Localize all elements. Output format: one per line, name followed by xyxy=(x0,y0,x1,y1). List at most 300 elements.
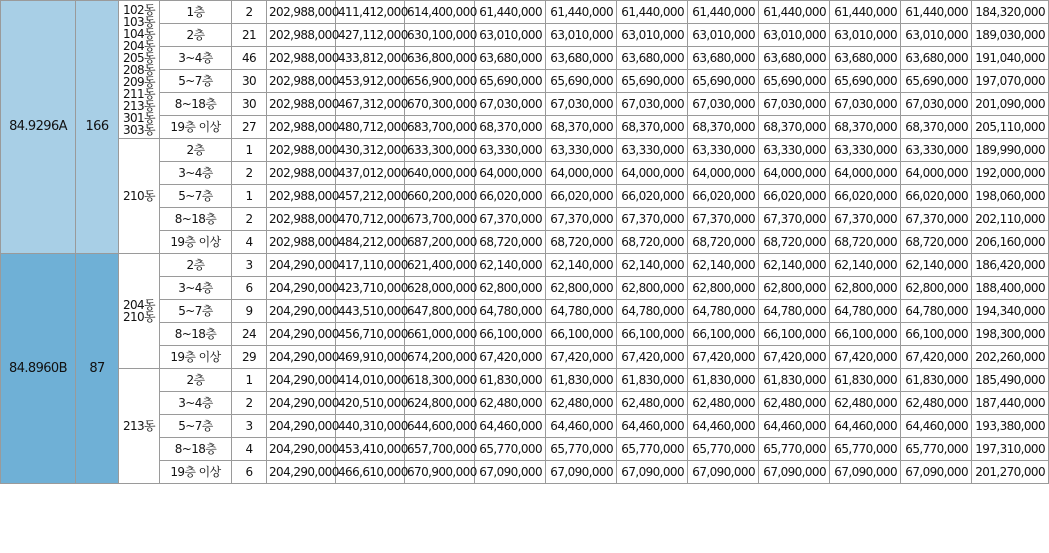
building-name: 213동 xyxy=(122,419,156,433)
amount-cell-p7: 67,030,000 xyxy=(901,93,972,116)
amount-cell-p1: 63,680,000 xyxy=(475,47,546,70)
count-cell: 6 xyxy=(232,461,267,484)
floor-cell: 3~4층 xyxy=(160,47,232,70)
amount-cell-building: 427,112,000 xyxy=(336,24,405,47)
amount-cell-total: 660,200,000 xyxy=(405,185,475,208)
amount-cell-land: 202,988,000 xyxy=(267,185,336,208)
count-cell: 1 xyxy=(232,185,267,208)
amount-cell-land: 204,290,000 xyxy=(267,254,336,277)
table-row xyxy=(1,1,1049,24)
amount-cell-total: 661,000,000 xyxy=(405,323,475,346)
amount-cell-p5: 64,780,000 xyxy=(759,300,830,323)
amount-cell-p6: 63,330,000 xyxy=(830,139,901,162)
count-cell: 2 xyxy=(232,392,267,415)
amount-cell-land: 202,988,000 xyxy=(267,93,336,116)
amount-cell-p3: 67,370,000 xyxy=(617,208,688,231)
building-name: 210동 xyxy=(122,189,156,203)
amount-cell-p6: 67,090,000 xyxy=(830,461,901,484)
building-cell xyxy=(119,369,160,484)
amount-cell-total: 630,100,000 xyxy=(405,24,475,47)
unit-type-cell: 84.9296A xyxy=(1,1,76,254)
amount-cell-balance: 188,400,000 xyxy=(972,277,1049,300)
floor-cell: 8~18층 xyxy=(160,93,232,116)
count-cell: 27 xyxy=(232,116,267,139)
amount-cell-p5: 65,690,000 xyxy=(759,70,830,93)
amount-cell-p1: 66,100,000 xyxy=(475,323,546,346)
amount-cell-p3: 66,100,000 xyxy=(617,323,688,346)
amount-cell-balance: 185,490,000 xyxy=(972,369,1049,392)
amount-cell-total: 657,700,000 xyxy=(405,438,475,461)
amount-cell-p4: 63,330,000 xyxy=(688,139,759,162)
amount-cell-p4: 67,420,000 xyxy=(688,346,759,369)
amount-cell-total: 633,300,000 xyxy=(405,139,475,162)
amount-cell-p5: 68,720,000 xyxy=(759,231,830,254)
amount-cell-p3: 65,690,000 xyxy=(617,70,688,93)
building-name: 301동 xyxy=(122,110,156,125)
amount-cell-p6: 63,010,000 xyxy=(830,24,901,47)
amount-cell-building: 414,010,000 xyxy=(336,369,405,392)
amount-cell-total: 640,000,000 xyxy=(405,162,475,185)
amount-cell-p4: 61,440,000 xyxy=(688,1,759,24)
count-cell: 24 xyxy=(232,323,267,346)
floor-cell: 8~18층 xyxy=(160,323,232,346)
amount-cell-land: 204,290,000 xyxy=(267,438,336,461)
building-name: 208동 xyxy=(122,62,156,77)
amount-cell-building: 466,610,000 xyxy=(336,461,405,484)
amount-cell-land: 204,290,000 xyxy=(267,346,336,369)
floor-cell: 8~18층 xyxy=(160,208,232,231)
table-row xyxy=(1,369,1049,392)
amount-cell-p3: 63,330,000 xyxy=(617,139,688,162)
amount-cell-p7: 68,370,000 xyxy=(901,116,972,139)
amount-cell-p6: 65,770,000 xyxy=(830,438,901,461)
amount-cell-building: 469,910,000 xyxy=(336,346,405,369)
count-cell: 21 xyxy=(232,24,267,47)
amount-cell-p3: 63,680,000 xyxy=(617,47,688,70)
amount-cell-p7: 62,480,000 xyxy=(901,392,972,415)
amount-cell-land: 204,290,000 xyxy=(267,323,336,346)
amount-cell-p4: 67,030,000 xyxy=(688,93,759,116)
amount-cell-balance: 187,440,000 xyxy=(972,392,1049,415)
amount-cell-total: 614,400,000 xyxy=(405,1,475,24)
amount-cell-p1: 67,420,000 xyxy=(475,346,546,369)
amount-cell-balance: 201,270,000 xyxy=(972,461,1049,484)
amount-cell-p7: 62,140,000 xyxy=(901,254,972,277)
amount-cell-land: 204,290,000 xyxy=(267,415,336,438)
count-cell: 4 xyxy=(232,438,267,461)
amount-cell-land: 202,988,000 xyxy=(267,231,336,254)
amount-cell-building: 457,212,000 xyxy=(336,185,405,208)
amount-cell-building: 430,312,000 xyxy=(336,139,405,162)
amount-cell-total: 687,200,000 xyxy=(405,231,475,254)
amount-cell-p2: 61,830,000 xyxy=(546,369,617,392)
amount-cell-p1: 67,090,000 xyxy=(475,461,546,484)
amount-cell-building: 440,310,000 xyxy=(336,415,405,438)
amount-cell-land: 204,290,000 xyxy=(267,277,336,300)
amount-cell-p6: 67,030,000 xyxy=(830,93,901,116)
amount-cell-p1: 68,720,000 xyxy=(475,231,546,254)
amount-cell-land: 204,290,000 xyxy=(267,300,336,323)
amount-cell-balance: 202,260,000 xyxy=(972,346,1049,369)
amount-cell-total: 644,600,000 xyxy=(405,415,475,438)
amount-cell-p5: 62,480,000 xyxy=(759,392,830,415)
count-cell: 3 xyxy=(232,254,267,277)
building-cell xyxy=(119,139,160,254)
amount-cell-p1: 63,330,000 xyxy=(475,139,546,162)
amount-cell-p4: 61,830,000 xyxy=(688,369,759,392)
amount-cell-p1: 62,480,000 xyxy=(475,392,546,415)
amount-cell-p4: 68,720,000 xyxy=(688,231,759,254)
amount-cell-p2: 67,370,000 xyxy=(546,208,617,231)
amount-cell-p7: 64,780,000 xyxy=(901,300,972,323)
count-cell: 30 xyxy=(232,70,267,93)
amount-cell-total: 683,700,000 xyxy=(405,116,475,139)
amount-cell-p7: 62,800,000 xyxy=(901,277,972,300)
amount-cell-p3: 64,780,000 xyxy=(617,300,688,323)
amount-cell-p5: 64,460,000 xyxy=(759,415,830,438)
amount-cell-p6: 66,020,000 xyxy=(830,185,901,208)
amount-cell-building: 411,412,000 xyxy=(336,1,405,24)
amount-cell-p7: 63,330,000 xyxy=(901,139,972,162)
amount-cell-p5: 66,020,000 xyxy=(759,185,830,208)
amount-cell-land: 204,290,000 xyxy=(267,369,336,392)
amount-cell-p6: 64,460,000 xyxy=(830,415,901,438)
amount-cell-p1: 64,780,000 xyxy=(475,300,546,323)
amount-cell-p5: 67,420,000 xyxy=(759,346,830,369)
amount-cell-building: 433,812,000 xyxy=(336,47,405,70)
amount-cell-p3: 62,480,000 xyxy=(617,392,688,415)
amount-cell-building: 420,510,000 xyxy=(336,392,405,415)
amount-cell-p7: 68,720,000 xyxy=(901,231,972,254)
amount-cell-p5: 62,140,000 xyxy=(759,254,830,277)
amount-cell-p6: 61,830,000 xyxy=(830,369,901,392)
amount-cell-p4: 65,690,000 xyxy=(688,70,759,93)
amount-cell-land: 202,988,000 xyxy=(267,139,336,162)
amount-cell-p7: 64,000,000 xyxy=(901,162,972,185)
building-name: 209동 xyxy=(122,74,156,89)
amount-cell-balance: 201,090,000 xyxy=(972,93,1049,116)
amount-cell-p3: 67,420,000 xyxy=(617,346,688,369)
amount-cell-total: 624,800,000 xyxy=(405,392,475,415)
amount-cell-p5: 63,330,000 xyxy=(759,139,830,162)
floor-cell: 5~7층 xyxy=(160,300,232,323)
amount-cell-land: 202,988,000 xyxy=(267,24,336,47)
amount-cell-p3: 61,440,000 xyxy=(617,1,688,24)
amount-cell-p3: 66,020,000 xyxy=(617,185,688,208)
amount-cell-p2: 65,690,000 xyxy=(546,70,617,93)
amount-cell-p3: 68,370,000 xyxy=(617,116,688,139)
amount-cell-p2: 68,370,000 xyxy=(546,116,617,139)
floor-cell: 3~4층 xyxy=(160,392,232,415)
amount-cell-p1: 65,770,000 xyxy=(475,438,546,461)
amount-cell-p7: 66,020,000 xyxy=(901,185,972,208)
amount-cell-p4: 63,010,000 xyxy=(688,24,759,47)
amount-cell-p6: 65,690,000 xyxy=(830,70,901,93)
amount-cell-p4: 62,800,000 xyxy=(688,277,759,300)
amount-cell-p6: 61,440,000 xyxy=(830,1,901,24)
amount-cell-p5: 67,090,000 xyxy=(759,461,830,484)
amount-cell-p2: 64,780,000 xyxy=(546,300,617,323)
amount-cell-p2: 68,720,000 xyxy=(546,231,617,254)
amount-cell-p1: 63,010,000 xyxy=(475,24,546,47)
amount-cell-p6: 64,780,000 xyxy=(830,300,901,323)
amount-cell-p1: 65,690,000 xyxy=(475,70,546,93)
count-cell: 3 xyxy=(232,415,267,438)
amount-cell-balance: 189,030,000 xyxy=(972,24,1049,47)
amount-cell-p2: 66,020,000 xyxy=(546,185,617,208)
amount-cell-land: 202,988,000 xyxy=(267,70,336,93)
amount-cell-balance: 206,160,000 xyxy=(972,231,1049,254)
amount-cell-p1: 66,020,000 xyxy=(475,185,546,208)
amount-cell-p4: 68,370,000 xyxy=(688,116,759,139)
building-name: 103동 xyxy=(122,14,156,29)
floor-cell: 3~4층 xyxy=(160,162,232,185)
amount-cell-p3: 61,830,000 xyxy=(617,369,688,392)
amount-cell-total: 670,300,000 xyxy=(405,93,475,116)
count-cell: 2 xyxy=(232,1,267,24)
amount-cell-p3: 68,720,000 xyxy=(617,231,688,254)
amount-cell-balance: 194,340,000 xyxy=(972,300,1049,323)
unit-count-cell: 166 xyxy=(76,1,119,254)
table-row xyxy=(1,254,1049,277)
building-cell xyxy=(119,254,160,369)
amount-cell-balance: 192,000,000 xyxy=(972,162,1049,185)
amount-cell-p5: 65,770,000 xyxy=(759,438,830,461)
amount-cell-building: 443,510,000 xyxy=(336,300,405,323)
floor-cell: 5~7층 xyxy=(160,415,232,438)
amount-cell-p1: 67,030,000 xyxy=(475,93,546,116)
amount-cell-p3: 62,800,000 xyxy=(617,277,688,300)
amount-cell-p2: 63,330,000 xyxy=(546,139,617,162)
amount-cell-p7: 65,770,000 xyxy=(901,438,972,461)
count-cell: 46 xyxy=(232,47,267,70)
amount-cell-p7: 64,460,000 xyxy=(901,415,972,438)
amount-cell-p2: 62,480,000 xyxy=(546,392,617,415)
amount-cell-p1: 67,370,000 xyxy=(475,208,546,231)
count-cell: 9 xyxy=(232,300,267,323)
floor-cell: 2층 xyxy=(160,369,232,392)
count-cell: 29 xyxy=(232,346,267,369)
amount-cell-total: 621,400,000 xyxy=(405,254,475,277)
amount-cell-p3: 67,030,000 xyxy=(617,93,688,116)
amount-cell-p3: 67,090,000 xyxy=(617,461,688,484)
floor-cell: 5~7층 xyxy=(160,185,232,208)
amount-cell-p5: 61,440,000 xyxy=(759,1,830,24)
amount-cell-p3: 64,000,000 xyxy=(617,162,688,185)
amount-cell-p6: 67,420,000 xyxy=(830,346,901,369)
amount-cell-p4: 67,370,000 xyxy=(688,208,759,231)
count-cell: 1 xyxy=(232,369,267,392)
floor-cell: 19층 이상 xyxy=(160,231,232,254)
building-name: 102동 xyxy=(122,2,156,17)
building-cell xyxy=(119,1,160,139)
amount-cell-balance: 198,060,000 xyxy=(972,185,1049,208)
amount-cell-balance: 198,300,000 xyxy=(972,323,1049,346)
amount-cell-p6: 67,370,000 xyxy=(830,208,901,231)
floor-cell: 1층 xyxy=(160,1,232,24)
building-name: 205동 xyxy=(122,50,156,65)
amount-cell-balance: 202,110,000 xyxy=(972,208,1049,231)
amount-cell-p7: 61,830,000 xyxy=(901,369,972,392)
building-name: 303동 xyxy=(122,122,156,137)
amount-cell-p3: 62,140,000 xyxy=(617,254,688,277)
count-cell: 1 xyxy=(232,139,267,162)
amount-cell-land: 204,290,000 xyxy=(267,392,336,415)
amount-cell-p7: 66,100,000 xyxy=(901,323,972,346)
amount-cell-total: 674,200,000 xyxy=(405,346,475,369)
amount-cell-p4: 63,680,000 xyxy=(688,47,759,70)
building-name: 211동 xyxy=(122,86,156,101)
amount-cell-p4: 62,480,000 xyxy=(688,392,759,415)
floor-cell: 2층 xyxy=(160,24,232,47)
amount-cell-total: 656,900,000 xyxy=(405,70,475,93)
amount-cell-building: 470,712,000 xyxy=(336,208,405,231)
amount-cell-p4: 66,020,000 xyxy=(688,185,759,208)
amount-cell-balance: 197,070,000 xyxy=(972,70,1049,93)
amount-cell-total: 673,700,000 xyxy=(405,208,475,231)
amount-cell-p4: 66,100,000 xyxy=(688,323,759,346)
amount-cell-total: 636,800,000 xyxy=(405,47,475,70)
floor-cell: 3~4층 xyxy=(160,277,232,300)
amount-cell-total: 647,800,000 xyxy=(405,300,475,323)
amount-cell-p7: 67,420,000 xyxy=(901,346,972,369)
amount-cell-p6: 62,480,000 xyxy=(830,392,901,415)
amount-cell-p6: 62,800,000 xyxy=(830,277,901,300)
amount-cell-p5: 67,370,000 xyxy=(759,208,830,231)
amount-cell-balance: 205,110,000 xyxy=(972,116,1049,139)
amount-cell-p1: 61,830,000 xyxy=(475,369,546,392)
amount-cell-p2: 62,140,000 xyxy=(546,254,617,277)
amount-cell-balance: 189,990,000 xyxy=(972,139,1049,162)
amount-cell-balance: 193,380,000 xyxy=(972,415,1049,438)
amount-cell-p7: 67,370,000 xyxy=(901,208,972,231)
amount-cell-p2: 67,090,000 xyxy=(546,461,617,484)
amount-cell-p7: 63,010,000 xyxy=(901,24,972,47)
amount-cell-p2: 64,000,000 xyxy=(546,162,617,185)
amount-cell-p5: 61,830,000 xyxy=(759,369,830,392)
floor-cell: 2층 xyxy=(160,139,232,162)
amount-cell-p3: 63,010,000 xyxy=(617,24,688,47)
amount-cell-p2: 63,010,000 xyxy=(546,24,617,47)
amount-cell-p2: 64,460,000 xyxy=(546,415,617,438)
amount-cell-p2: 67,030,000 xyxy=(546,93,617,116)
building-name: 204동 xyxy=(122,298,156,312)
amount-cell-p4: 64,780,000 xyxy=(688,300,759,323)
building-name: 213동 xyxy=(122,98,156,113)
amount-cell-building: 453,410,000 xyxy=(336,438,405,461)
amount-cell-p1: 64,000,000 xyxy=(475,162,546,185)
amount-cell-p1: 62,140,000 xyxy=(475,254,546,277)
amount-cell-p4: 64,000,000 xyxy=(688,162,759,185)
count-cell: 4 xyxy=(232,231,267,254)
amount-cell-p2: 66,100,000 xyxy=(546,323,617,346)
amount-cell-p7: 65,690,000 xyxy=(901,70,972,93)
amount-cell-balance: 186,420,000 xyxy=(972,254,1049,277)
amount-cell-p1: 61,440,000 xyxy=(475,1,546,24)
amount-cell-balance: 197,310,000 xyxy=(972,438,1049,461)
amount-cell-p4: 65,770,000 xyxy=(688,438,759,461)
amount-cell-total: 670,900,000 xyxy=(405,461,475,484)
amount-cell-p4: 64,460,000 xyxy=(688,415,759,438)
floor-cell: 19층 이상 xyxy=(160,461,232,484)
unit-type-cell: 84.8960B xyxy=(1,254,76,484)
amount-cell-building: 484,212,000 xyxy=(336,231,405,254)
amount-cell-total: 628,000,000 xyxy=(405,277,475,300)
amount-cell-p5: 68,370,000 xyxy=(759,116,830,139)
amount-cell-p6: 62,140,000 xyxy=(830,254,901,277)
amount-cell-p6: 68,720,000 xyxy=(830,231,901,254)
amount-cell-p6: 63,680,000 xyxy=(830,47,901,70)
count-cell: 2 xyxy=(232,208,267,231)
building-name: 104동 xyxy=(122,26,156,41)
building-name: 204동 xyxy=(122,38,156,53)
amount-cell-building: 417,110,000 xyxy=(336,254,405,277)
amount-cell-p4: 67,090,000 xyxy=(688,461,759,484)
building-name: 210동 xyxy=(122,310,156,324)
amount-cell-p4: 62,140,000 xyxy=(688,254,759,277)
amount-cell-p3: 65,770,000 xyxy=(617,438,688,461)
amount-cell-land: 204,290,000 xyxy=(267,461,336,484)
amount-cell-land: 202,988,000 xyxy=(267,116,336,139)
amount-cell-land: 202,988,000 xyxy=(267,162,336,185)
amount-cell-p7: 61,440,000 xyxy=(901,1,972,24)
amount-cell-p5: 64,000,000 xyxy=(759,162,830,185)
amount-cell-p2: 67,420,000 xyxy=(546,346,617,369)
amount-cell-p5: 63,680,000 xyxy=(759,47,830,70)
price-table-body xyxy=(1,1,1049,484)
unit-count-cell: 87 xyxy=(76,254,119,484)
amount-cell-building: 467,312,000 xyxy=(336,93,405,116)
amount-cell-building: 437,012,000 xyxy=(336,162,405,185)
amount-cell-total: 618,300,000 xyxy=(405,369,475,392)
count-cell: 6 xyxy=(232,277,267,300)
amount-cell-p7: 63,680,000 xyxy=(901,47,972,70)
table-row xyxy=(1,139,1049,162)
count-cell: 30 xyxy=(232,93,267,116)
amount-cell-p2: 61,440,000 xyxy=(546,1,617,24)
amount-cell-p2: 63,680,000 xyxy=(546,47,617,70)
amount-cell-land: 202,988,000 xyxy=(267,47,336,70)
amount-cell-p2: 62,800,000 xyxy=(546,277,617,300)
amount-cell-p5: 62,800,000 xyxy=(759,277,830,300)
amount-cell-p1: 64,460,000 xyxy=(475,415,546,438)
floor-cell: 8~18층 xyxy=(160,438,232,461)
floor-cell: 19층 이상 xyxy=(160,116,232,139)
amount-cell-p7: 67,090,000 xyxy=(901,461,972,484)
amount-cell-building: 423,710,000 xyxy=(336,277,405,300)
floor-cell: 2층 xyxy=(160,254,232,277)
amount-cell-p2: 65,770,000 xyxy=(546,438,617,461)
amount-cell-p3: 64,460,000 xyxy=(617,415,688,438)
amount-cell-p5: 66,100,000 xyxy=(759,323,830,346)
amount-cell-p6: 64,000,000 xyxy=(830,162,901,185)
count-cell: 2 xyxy=(232,162,267,185)
amount-cell-land: 202,988,000 xyxy=(267,208,336,231)
amount-cell-building: 456,710,000 xyxy=(336,323,405,346)
amount-cell-p5: 67,030,000 xyxy=(759,93,830,116)
floor-cell: 5~7층 xyxy=(160,70,232,93)
amount-cell-p1: 62,800,000 xyxy=(475,277,546,300)
amount-cell-p6: 68,370,000 xyxy=(830,116,901,139)
amount-cell-building: 480,712,000 xyxy=(336,116,405,139)
amount-cell-p1: 68,370,000 xyxy=(475,116,546,139)
amount-cell-p6: 66,100,000 xyxy=(830,323,901,346)
amount-cell-land: 202,988,000 xyxy=(267,1,336,24)
amount-cell-p5: 63,010,000 xyxy=(759,24,830,47)
floor-cell: 19층 이상 xyxy=(160,346,232,369)
amount-cell-balance: 184,320,000 xyxy=(972,1,1049,24)
amount-cell-building: 453,912,000 xyxy=(336,70,405,93)
